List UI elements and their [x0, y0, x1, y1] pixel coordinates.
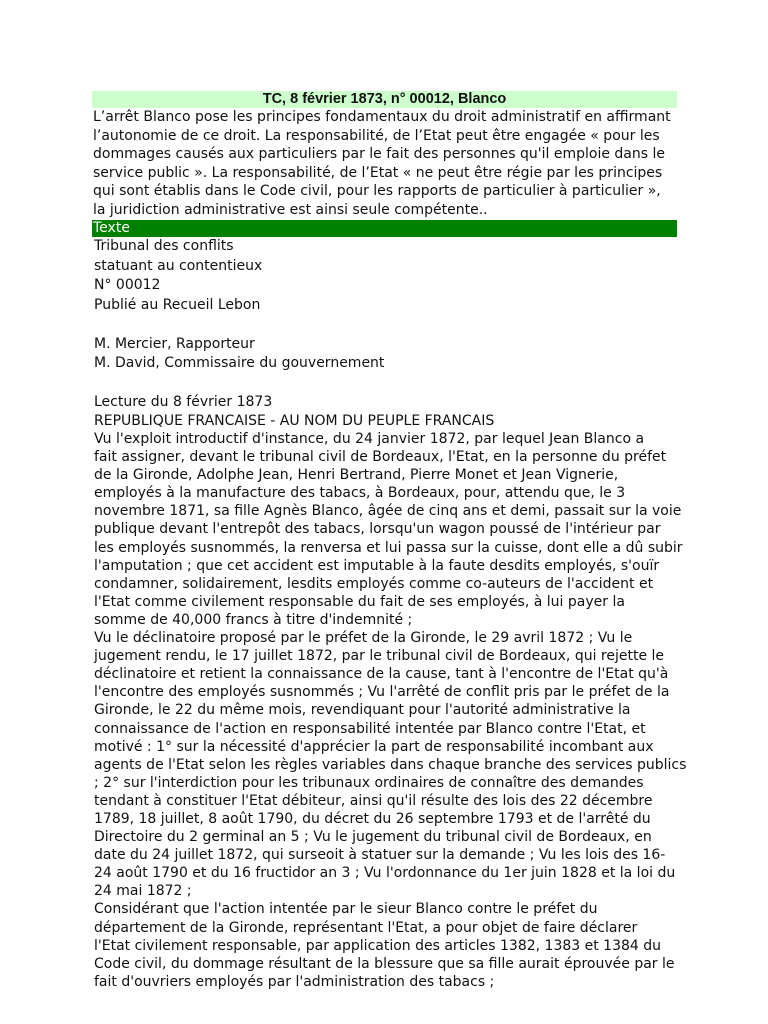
paragraph-line: employés à la manufacture des tabacs, à Bordeaux, pour, attendu que, le 3: [94, 485, 626, 502]
reading-date: Lecture du 8 février 1873: [94, 394, 273, 410]
rapporteur: M. Mercier, Rapporteur: [94, 335, 255, 352]
paragraph-line: Vu l'exploit introductif d'instance, du 24 janvier 1872, par lequel Jean Blanco a: [94, 431, 645, 447]
spacer: [92, 315, 677, 335]
paragraph-line: ; 2° sur l'interdiction pour les tribunaux ordinaires de connaître des demandes: [94, 774, 644, 791]
paragraph-line: 1789, 18 juillet, 8 août 1790, du décret du 26 septembre 1793 et de l'arrêté du: [94, 810, 651, 827]
document: [92, 91, 687, 991]
participants: [92, 335, 677, 374]
paragraph-line: novembre 1871, sa fille Agnès Blanco, âgée de cinq ans et demi, passait sur la voie: [94, 503, 682, 520]
decision-number: N° 00012: [94, 277, 161, 293]
paragraph-line: Directoire du 2 germinal an 5 ; Vu le jugement du tribunal civil de Bordeaux, en: [94, 829, 652, 846]
paragraph-line: déclinatoire et retient la connaissance de la cause, tant à l'encontre de l'Etat qu'à: [94, 666, 669, 683]
court-name: Tribunal des conflits: [94, 238, 234, 254]
paragraph-line: condamner, solidairement, lesdits employés comme co-auteurs de l'accident et: [94, 575, 654, 592]
commissaire: M. David, Commissaire du gouvernement: [94, 355, 385, 371]
paragraph-line: département de la Gironde, représentant l'Etat, a pour objet de faire déclarer: [94, 919, 638, 936]
paragraph-line: Considérant que l'action intentée par le sieur Blanco contre le préfet du: [94, 901, 598, 918]
paragraph-line: Code civil, du dommage résultant de la blessure que sa fille aurait éprouvée par le: [94, 955, 675, 972]
section-header-texte: Texte: [92, 220, 677, 237]
summary-line: l’autonomie de ce droit. La responsabilité, de l’Etat peut être engagée « pour les: [93, 127, 660, 144]
reading-header: [92, 393, 677, 430]
decision-title: TC, 8 février 1873, n° 00012, Blanco: [92, 91, 677, 108]
paragraph: [92, 629, 687, 900]
paragraph: [92, 900, 677, 990]
paragraph-line: l'Etat comme civilement responsable du fait de ses employés, à lui payer la: [94, 593, 625, 610]
decision-body: [92, 430, 687, 991]
paragraph-line: publique devant l'entrepôt des tabacs, lorsqu'un wagon poussé de l'intérieur par: [94, 521, 661, 538]
spacer: [92, 374, 677, 394]
publication-info: Publié au Recueil Lebon: [94, 296, 261, 313]
paragraph-line: Vu le déclinatoire proposé par le préfet de la Gironde, le 29 avril 1872 ; Vu le: [94, 630, 633, 647]
paragraph-line: l'Etat civilement responsable, par application des articles 1382, 1383 et 1384 du: [94, 937, 662, 954]
ruling-type: statuant au contentieux: [94, 257, 263, 274]
summary-line: service public ». La responsabilité, de l’Etat « ne peut être régie par les principes: [93, 164, 663, 181]
republic-heading: REPUBLIQUE FRANCAISE - AU NOM DU PEUPLE FRANCAIS: [94, 412, 495, 429]
paragraph-line: l'amputation ; que cet accident est imputable à la faute desdits employés, s'ouïr: [94, 557, 660, 574]
paragraph-line: connaissance de l'action en responsabilité intentée par Blanco contre l'Etat, et: [94, 720, 646, 737]
paragraph-line: date du 24 juillet 1872, qui surseoit à statuer sur la demande ; Vu les lois des 16-: [94, 847, 666, 864]
paragraph-line: motivé : 1° sur la nécessité d'apprécier la part de responsabilité incombant aux: [94, 738, 654, 755]
paragraph-line: tendant à constituer l'Etat débiteur, ainsi qu'il résulte des lois des 22 décembre: [94, 792, 653, 809]
summary-line: la juridiction administrative est ainsi seule compétente..: [93, 201, 488, 218]
paragraph-line: jugement rendu, le 17 juillet 1872, par le tribunal civil de Bordeaux, qui rejette le: [94, 648, 665, 665]
summary-line: dommages causés aux particuliers par le fait des personnes qu'il emploie dans le: [93, 146, 665, 162]
paragraph-line: somme de 40,000 francs à titre d'indemnité ;: [94, 611, 413, 628]
paragraph-line: 24 mai 1872 ;: [94, 883, 192, 900]
decision-meta: [92, 237, 677, 315]
paragraph-line: agents de l'Etat selon les règles variables dans chaque branche des services publics: [94, 756, 687, 773]
summary: [92, 108, 677, 219]
paragraph: [92, 430, 683, 629]
paragraph-line: fait d'ouvriers employés par l'administration des tabacs ;: [94, 973, 495, 990]
paragraph-line: l'encontre des employés susnommés ; Vu l'arrêté de conflit pris par le préfet de la: [94, 684, 670, 701]
paragraph-line: de la Gironde, Adolphe Jean, Henri Bertrand, Pierre Monet et Jean Vignerie,: [94, 467, 619, 484]
summary-line: qui sont établis dans le Code civil, pour les rapports de particulier à particulier »,: [93, 183, 661, 199]
summary-line: L’arrêt Blanco pose les principes fondamentaux du droit administratif en affirmant: [93, 109, 671, 125]
paragraph-line: les employés susnommés, la renversa et lui passa sur la cuisse, dont elle a dû subir: [94, 539, 683, 556]
paragraph-line: 24 août 1790 et du 16 fructidor an 3 ; Vu l'ordonnance du 1er juin 1828 et la loi du: [94, 865, 676, 882]
paragraph-line: fait assigner, devant le tribunal civil de Bordeaux, l'Etat, en la personne du préfet: [94, 449, 667, 466]
paragraph-line: Gironde, le 22 du même mois, revendiquant pour l'autorité administrative la: [94, 702, 631, 719]
